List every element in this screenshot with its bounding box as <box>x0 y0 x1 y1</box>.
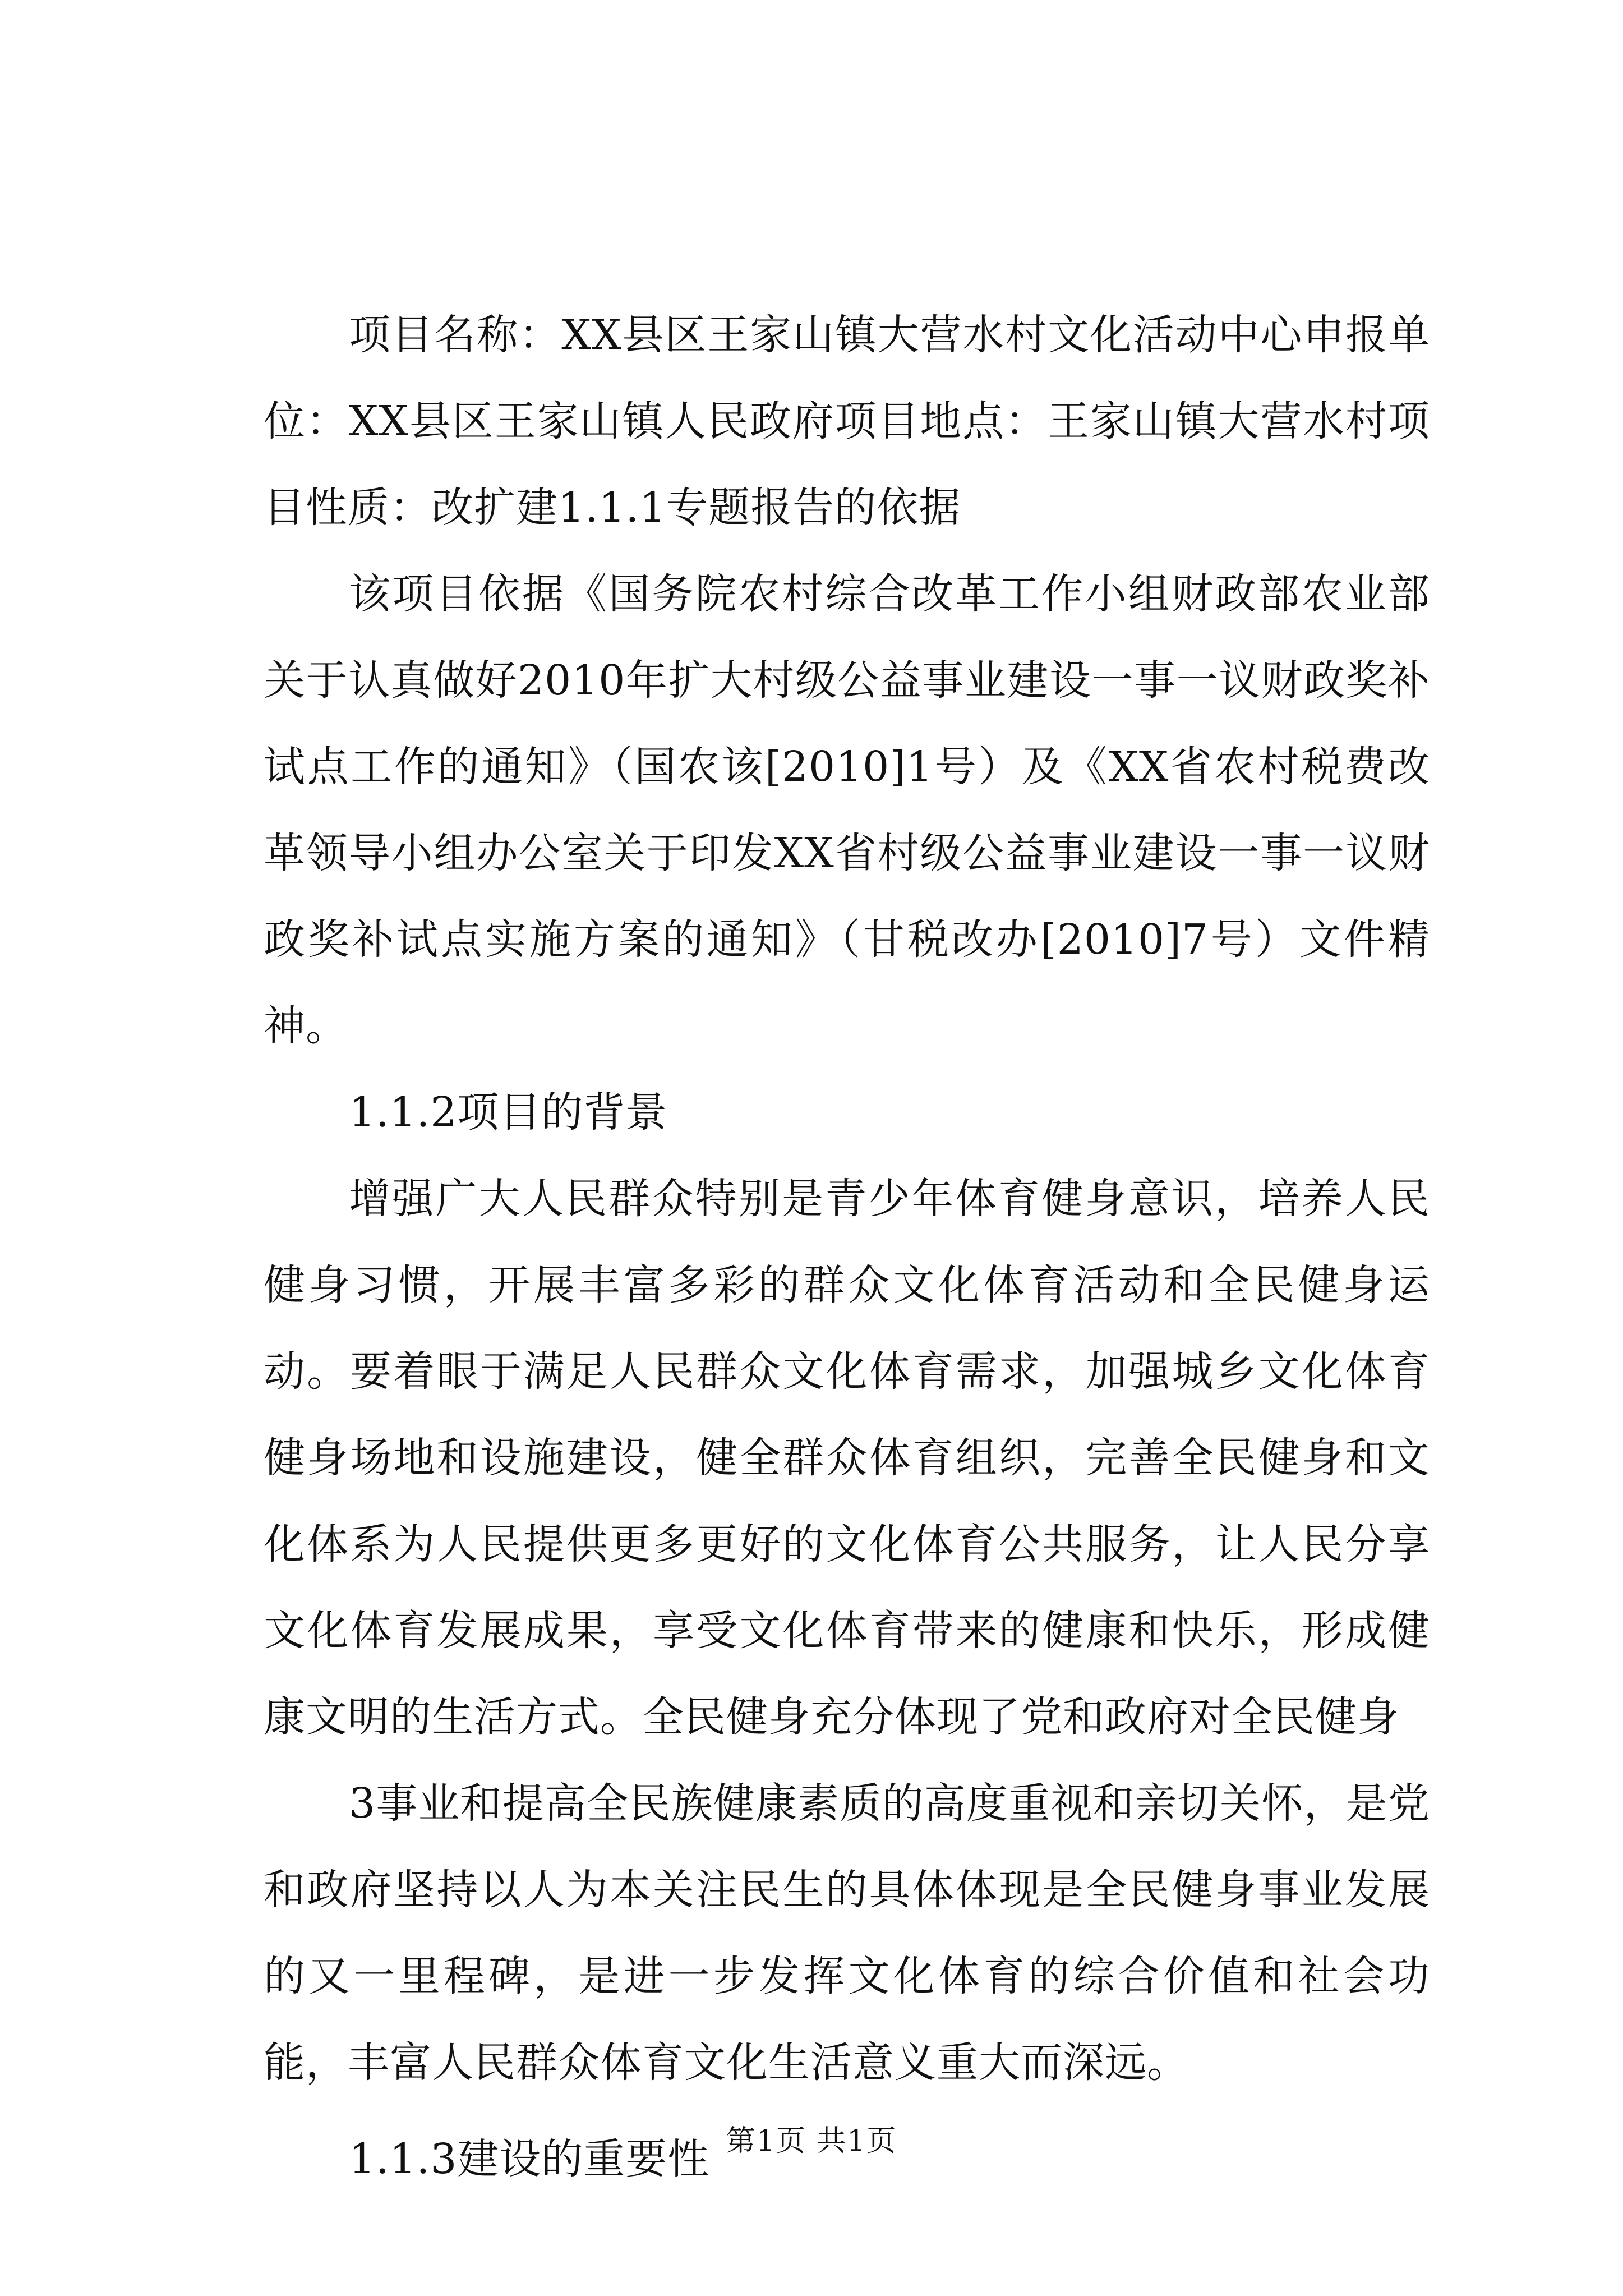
paragraph-background: 增强广大人民群众特别是青少年体育健身意识，培养人民健身习惯，开展丰富多彩的群众文化体育活动和全民健身运动。要着眼于满足人民群众文化体育需求，加强城乡文化体育健身场地和设施建设，健全群众体育组织，完善全民健身和文化体系为人民提供更多更好的文化体育公共服务，让人民分享文化体育发展成果，享受文化体育带来的健康和快乐，形成健康文明的生活方式。全民健身充分体现了党和政府对全民健身 <box>264 1175 1430 1741</box>
paragraph-project-info: 项目名称：XX县区王家山镇大营水村文化活动中心申报单位：XX县区王家山镇人民政府项目地点：王家山镇大营水村项目性质：改扩建1.1.1专题报告的依据 <box>264 311 1430 532</box>
paragraph-basis: 该项目依据《国务院农村综合改革工作小组财政部农业部关于认真做好2010年扩大村级公益事业建设一事一议财政奖补试点工作的通知》（国农该[2010]1号）及《XX省农村税费改革领导小组办公室关于印发XX省村级公益事业建设一事一议财政奖补试点实施方案的通知》（甘税改办[2010]7号）文件精神。 <box>264 570 1430 1050</box>
document-body <box>264 292 1430 2202</box>
section-heading-importance: 1.1.3建设的重要性 <box>349 2135 710 2183</box>
paragraph-significance: 3事业和提高全民族健康素质的高度重视和亲切关怀，是党和政府坚持以人为本关注民生的具体体现是全民健身事业发展的又一里程碑，是进一步发挥文化体育的综合价值和社会功能，丰富人民群众体育文化生活意义重大而深远。 <box>264 1779 1430 2087</box>
page-footer: 第1页 共1页 <box>726 2124 897 2158</box>
section-heading-background: 1.1.2项目的背景 <box>349 1088 668 1137</box>
